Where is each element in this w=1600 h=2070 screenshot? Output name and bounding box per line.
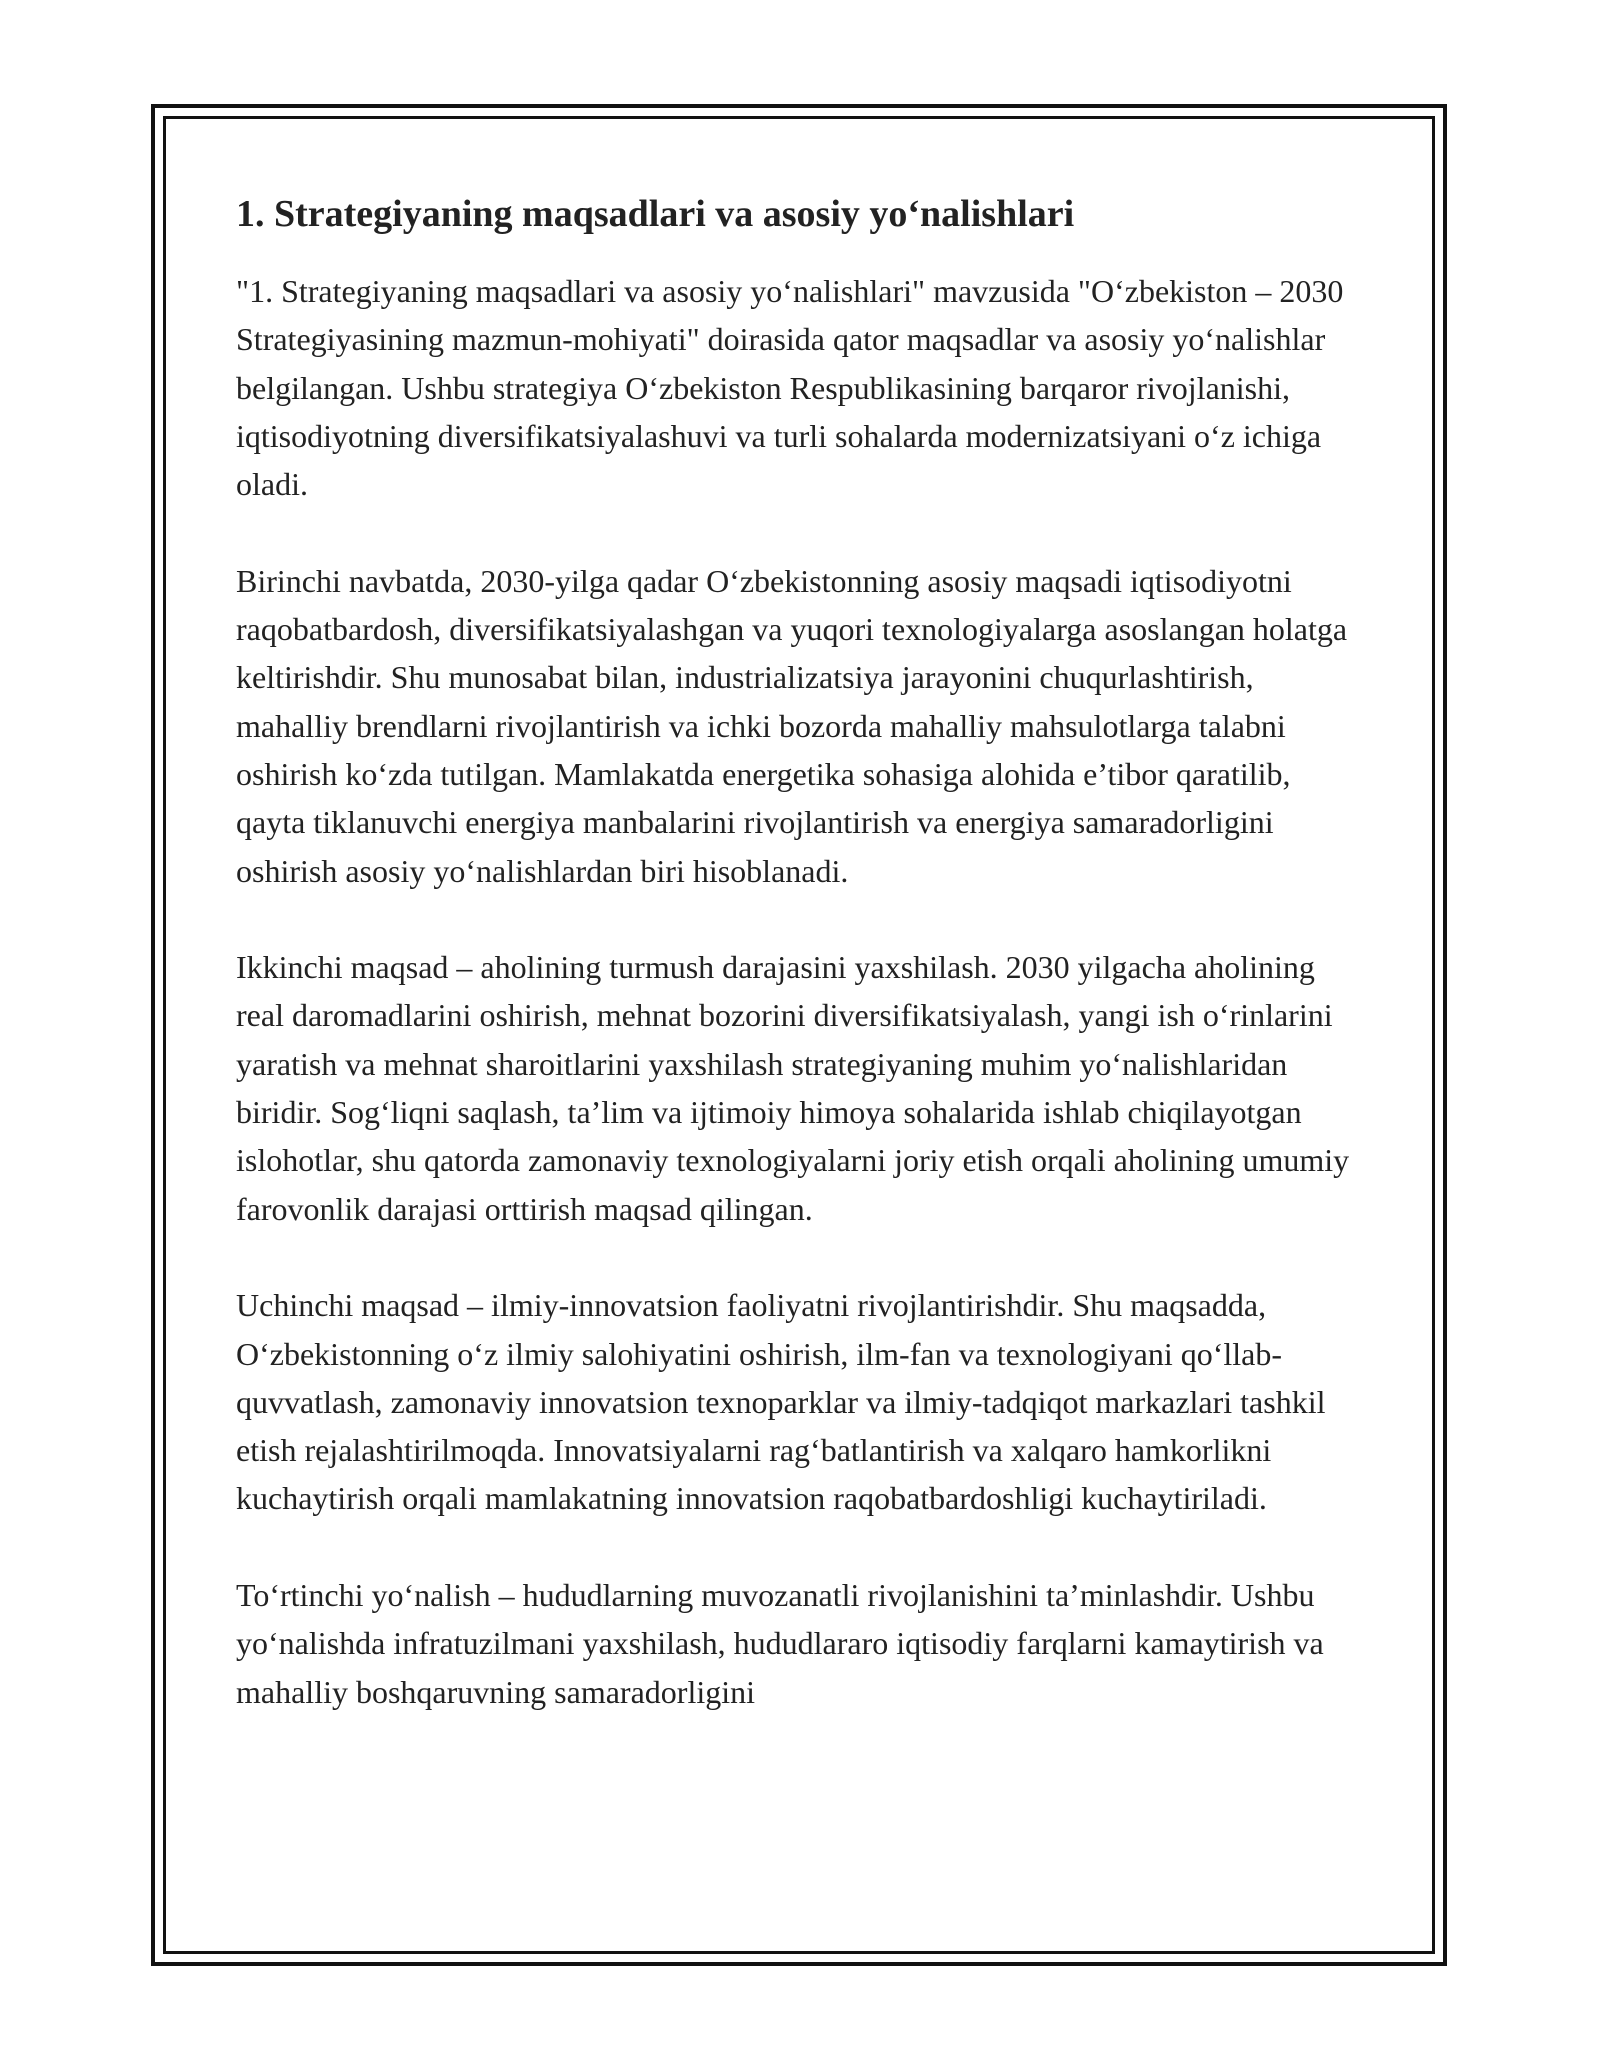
section-heading: 1. Strategiyaning maqsadlari va asosiy yo‘nalishlari bbox=[236, 193, 1075, 235]
paragraph-2: Birinchi navbatda, 2030-yilga qadar O‘zbekistonning asosiy maqsadi iqtisodiyotni raqobatbardosh, diversifikatsiyalashgan va yuqori texnologiyalarga asoslangan holatga keltirishdir. Shu munosabat bilan, industrializatsiya jarayonini chuqurlashtirish, mahalliy brendlarni rivojlantirish va ichki bozorda mahalliy mahsulotlarga talabni oshirish ko‘zda tutilgan. Mamlakatda energetika sohasiga alohida e’tibor qaratilib, qayta tiklanuvchi energiya manbalarini rivojlantirish va energiya samaradorligini oshirish asosiy yo‘nalishlardan biri hisoblanadi. bbox=[236, 562, 1348, 889]
paragraph-1: "1. Strategiyaning maqsadlari va asosiy yo‘nalishlari" mavzusida "O‘zbekiston – 2030 Strategiyasining mazmun-mohiyati" doirasida qator maqsadlar va asosiy yo‘nalishlar belgilangan. Ushbu strategiya O‘zbekiston Respublikasining barqaror rivojlanishi, iqtisodiyotning diversifikatsiyalashuvi va turli sohalarda modernizatsiyani o‘z ichiga oladi. bbox=[236, 273, 1344, 503]
paragraph-4: Uchinchi maqsad – ilmiy-innovatsion faoliyatni rivojlantirishdir. Shu maqsadda, O‘zbekistonning o‘z ilmiy salohiyatini oshirish, ilm-fan va texnologiyani qo‘llab-quvvatlash, zamonaviy innovatsion texnoparklar va ilmiy-tadqiqot markazlari tashkil etish rejalashtirilmoqda. Innovatsiyalarni rag‘batlantirish va xalqaro hamkorlikni kuchaytirish orqali mamlakatning innovatsion raqobatbardoshligi kuchaytiriladi. bbox=[236, 1287, 1326, 1517]
paragraph-5: To‘rtinchi yo‘nalish – hududlarning muvozanatli rivojlanishini ta’minlashdir. Ushbu yo‘nalishda infratuzilmani yaxshilash, hududlararo iqtisodiy farqlarni kamaytirish va mahalliy boshqaruvning samaradorligini bbox=[236, 1577, 1324, 1710]
document-content bbox=[236, 190, 1366, 1716]
section-body bbox=[236, 267, 1366, 1716]
paragraph-3: Ikkinchi maqsad – aholining turmush darajasini yaxshilash. 2030 yilgacha aholining real daromadlarini oshirish, mehnat bozorini diversifikatsiyalash, yangi ish o‘rinlarini yaratish va mehnat sharoitlarini yaxshilash strategiyaning muhim yo‘nalishlaridan biridir. Sog‘liqni saqlash, ta’lim va ijtimoiy himoya sohalarida ishlab chiqilayotgan islohotlar, shu qatorda zamonaviy texnologiyalarni joriy etish orqali aholining umumiy farovonlik darajasi orttirish maqsad qilingan. bbox=[236, 949, 1350, 1227]
